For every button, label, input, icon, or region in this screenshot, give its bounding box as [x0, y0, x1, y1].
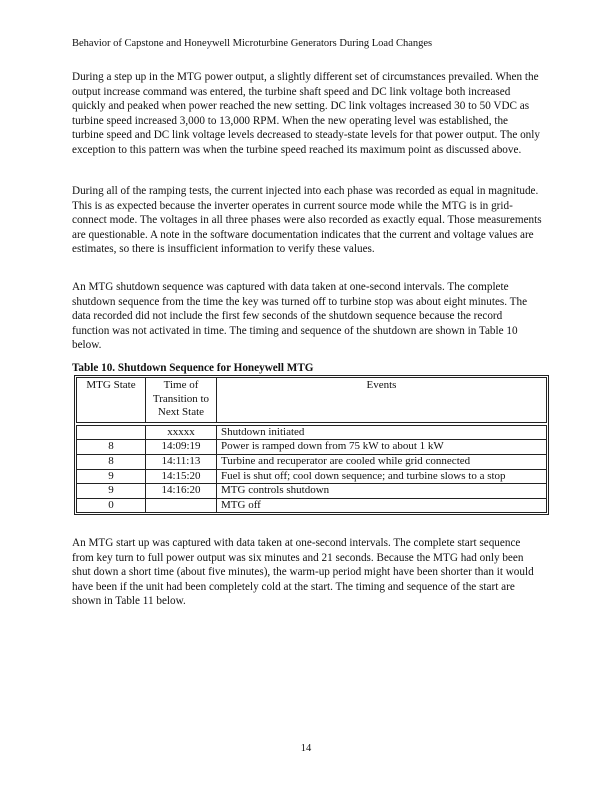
page-number: 14 — [300, 743, 312, 754]
table-row — [77, 454, 547, 469]
cell-event: Power is ramped down from 75 kW to about 1 kW — [217, 440, 547, 455]
cell-time — [146, 498, 217, 513]
cell-event: MTG controls shutdown — [217, 484, 547, 499]
table-header-row — [77, 378, 547, 423]
header-mtg-state: MTG State — [77, 378, 146, 423]
cell-time: xxxxx — [146, 425, 217, 440]
table-row — [77, 498, 547, 513]
table-row — [77, 425, 547, 440]
shutdown-table — [74, 375, 549, 515]
paragraph-ramping-tests: During all of the ramping tests, the current injected into each phase was recorded as equal in magnitude. This is as expected because the inverter operates in current source mode while the MTG is in grid-connect mode. The voltages in all three phases were also recorded as exactly equal. Those measurements are questionable. A note in the software documentation indicates that the current and voltage values are estimates, so there is insufficient information to verify these values. — [72, 185, 542, 256]
table-title: Table 10. Shutdown Sequence for Honeywell MTG — [72, 362, 314, 374]
cell-time: 14:16:20 — [146, 484, 217, 499]
table-row — [77, 469, 547, 484]
cell-event: Shutdown initiated — [217, 425, 547, 440]
cell-event: MTG off — [217, 498, 547, 513]
cell-event: Turbine and recuperator are cooled while grid connected — [217, 454, 547, 469]
header-time-of-transition: Time of Transition to Next State — [146, 378, 217, 423]
header-events: Events — [217, 378, 547, 423]
cell-time: 14:15:20 — [146, 469, 217, 484]
cell-time: 14:11:13 — [146, 454, 217, 469]
cell-state: 9 — [77, 469, 146, 484]
paragraph-shutdown: An MTG shutdown sequence was captured with data taken at one-second intervals. The complete shutdown sequence from the time the key was turned off to turbine stop was about eight minutes. The data recorded did not include the first few seconds of the shutdown sequence because the record function was not activated in time. The timing and sequence of the shutdown are shown in Table 10 below. — [72, 281, 528, 352]
cell-event: Fuel is shut off; cool down sequence; and turbine slows to a stop — [217, 469, 547, 484]
paragraph-startup: An MTG start up was captured with data taken at one-second intervals. The complete start sequence from key turn to full power output was six minutes and 21 seconds. Because the MTG had only been shut down a short time (about five minutes), the warm-up period might have been shorter than it would have been if the unit had been completely cold at the start. The timing and sequence of the start are shown in Table 11 below. — [72, 537, 534, 608]
table-row — [77, 440, 547, 455]
cell-state: 8 — [77, 440, 146, 455]
running-header: Behavior of Capstone and Honeywell Microturbine Generators During Load Changes — [72, 38, 433, 49]
cell-state — [77, 425, 146, 440]
cell-time: 14:09:19 — [146, 440, 217, 455]
cell-state: 8 — [77, 454, 146, 469]
table-row — [77, 484, 547, 499]
cell-state: 0 — [77, 498, 146, 513]
cell-state: 9 — [77, 484, 146, 499]
paragraph-step-up: During a step up in the MTG power output, a slightly different set of circumstances prevailed. When the output increase command was entered, the turbine shaft speed and DC link voltage both increased quickly and peaked when power reached the new setting. DC link voltages increased 30 to 50 VDC as turbine speed increased 3,000 to 13,000 RPM. When the new operating level was established, the turbine speed and DC link voltage levels decreased to steady-state levels for that power output. The only exception to this pattern was when the turbine speed reached its maximum point as discussed above. — [72, 71, 540, 156]
